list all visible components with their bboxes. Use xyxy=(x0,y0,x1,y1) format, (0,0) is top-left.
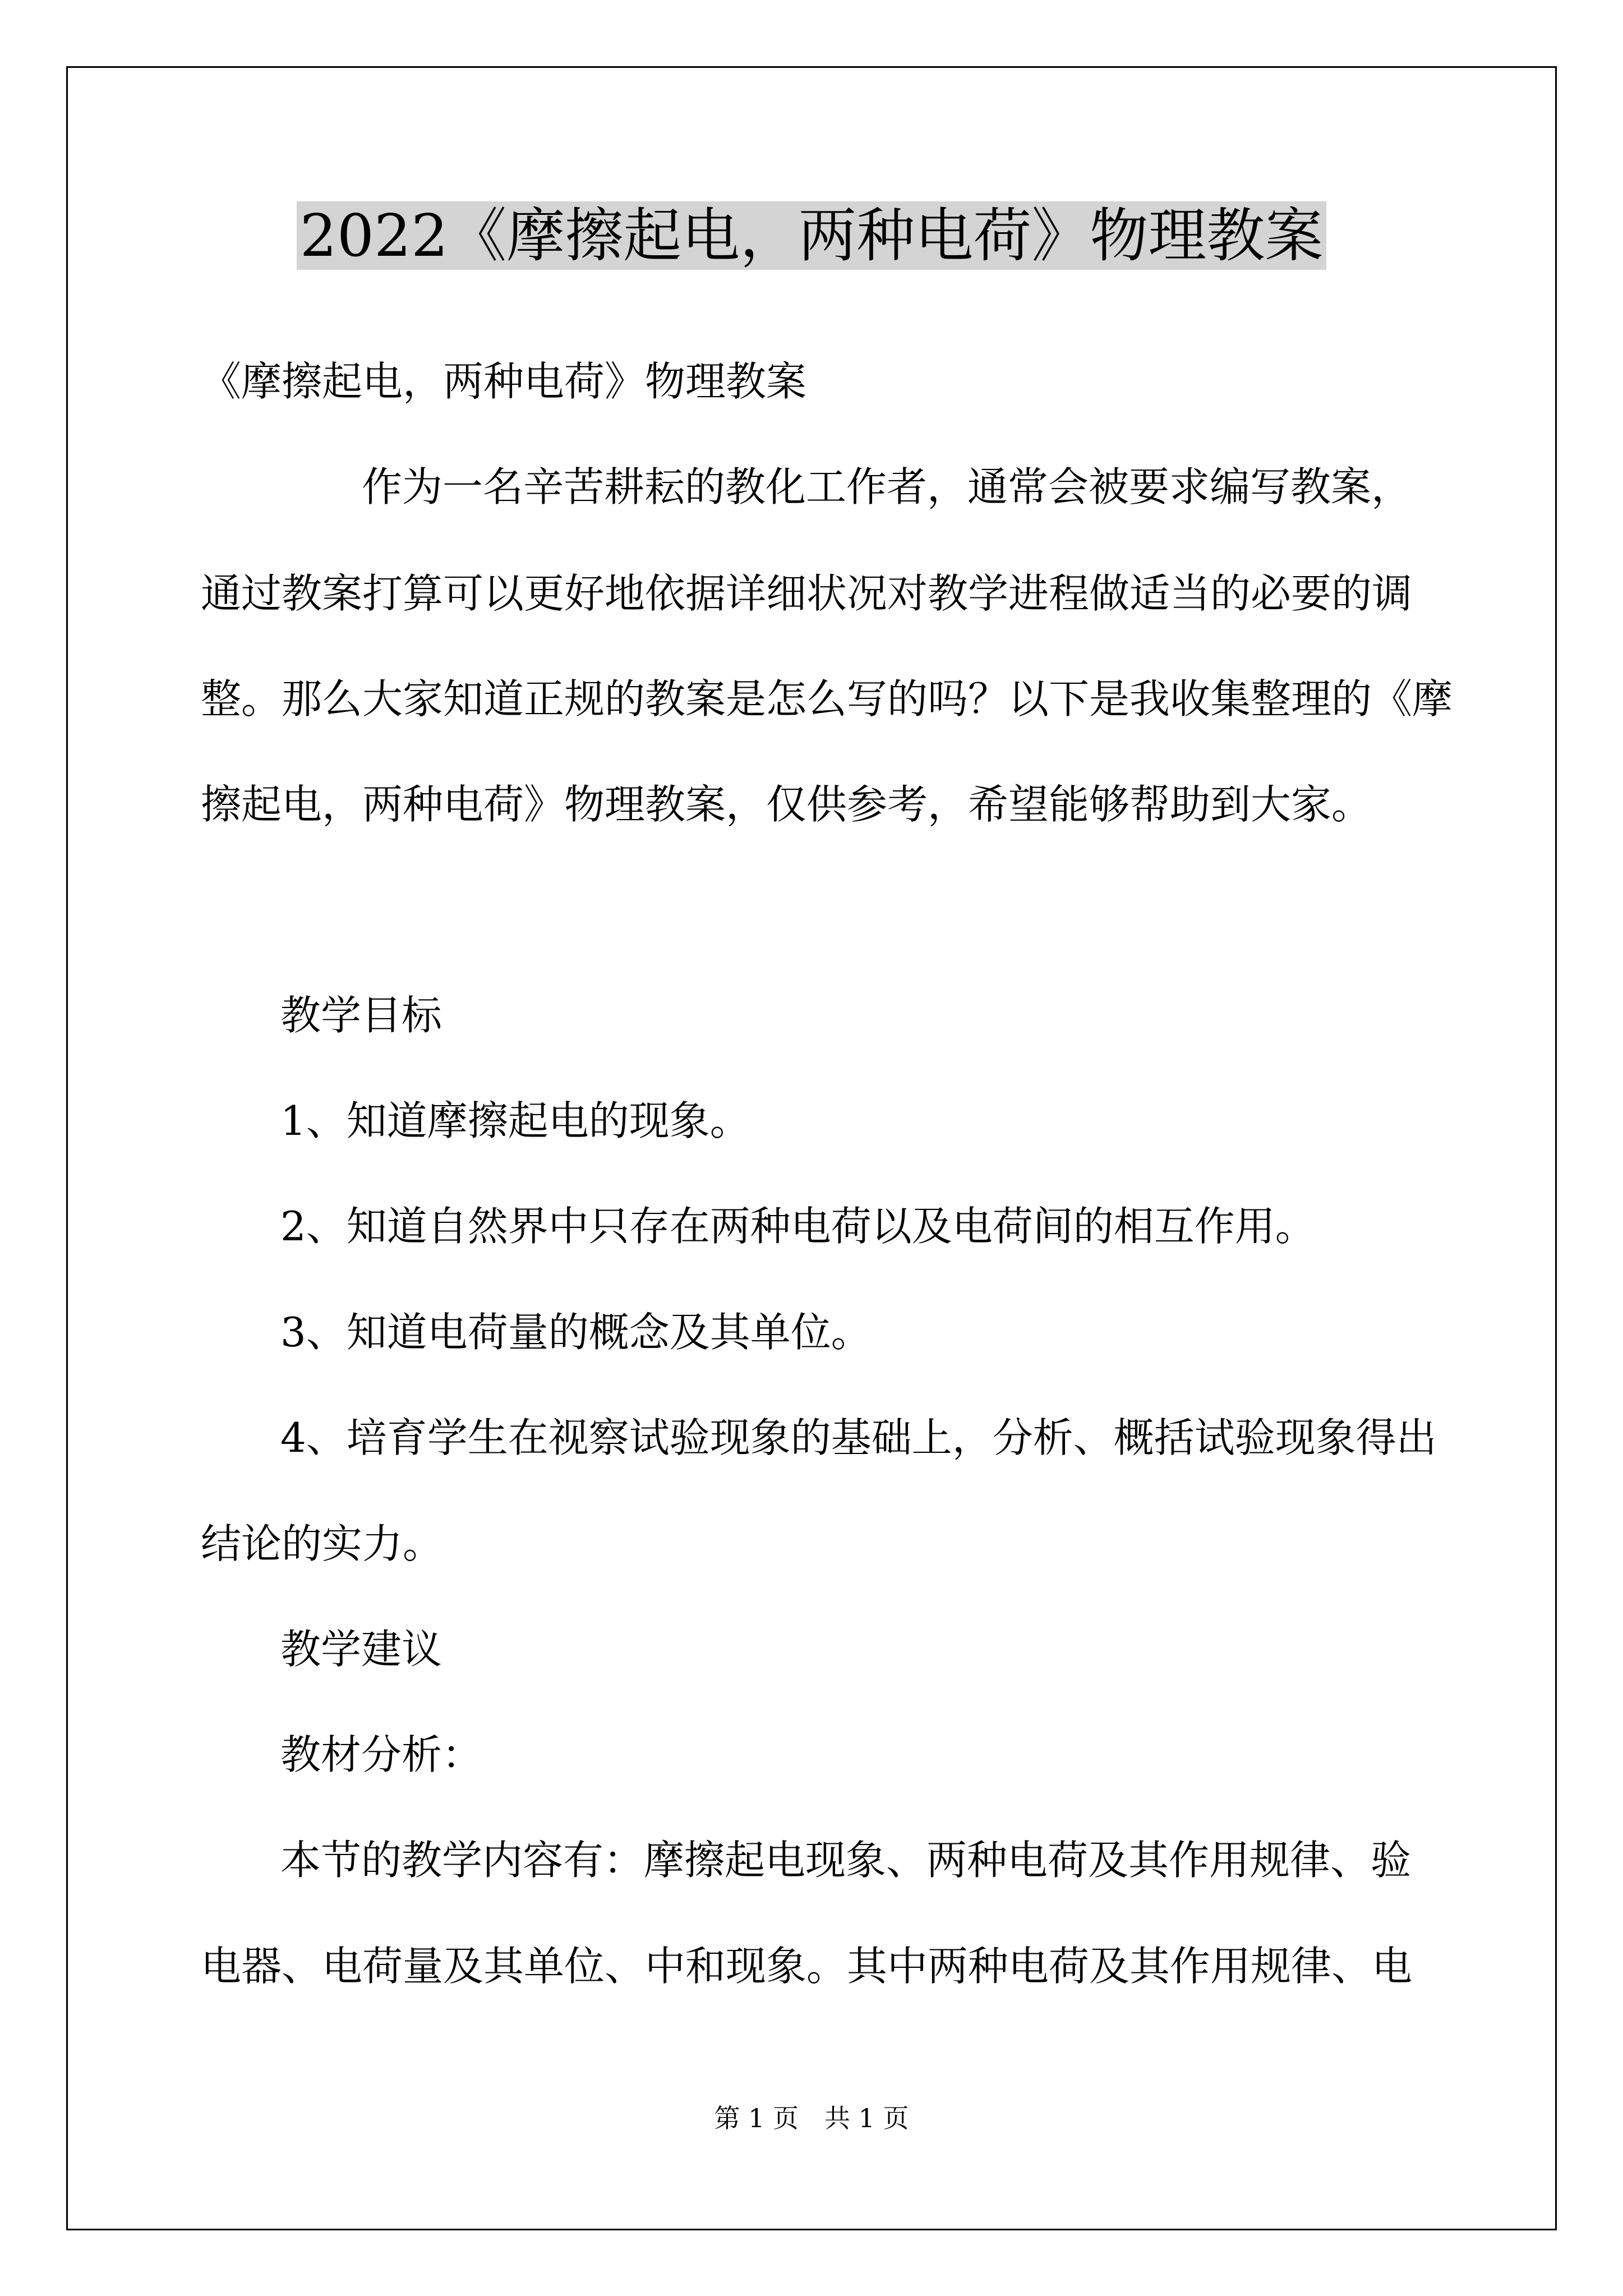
subtitle-line: 《摩擦起电，两种电荷》物理教案 xyxy=(201,358,807,405)
list-item-continuation: 结论的实力。 xyxy=(201,1520,444,1567)
paragraph-line: 电器、电荷量及其单位、中和现象。其中两种电荷及其作用规律、电 xyxy=(201,1943,1413,1990)
title-text: 2022《摩擦起电，两种电荷》物理教案 xyxy=(297,201,1327,270)
list-item: 2、知道自然界中只存在两种电荷以及电荷间的相互作用。 xyxy=(280,1203,1316,1250)
paragraph-line: 本节的教学内容有：摩擦起电现象、两种电荷及其作用规律、验 xyxy=(280,1837,1412,1884)
section-heading: 教学建议 xyxy=(280,1626,442,1673)
list-item: 1、知道摩擦起电的现象。 xyxy=(280,1097,750,1144)
document-title xyxy=(0,194,1623,278)
paragraph-line: 擦起电，两种电荷》物理教案，仅供参考，希望能够帮助到大家。 xyxy=(201,781,1372,828)
subsection-heading: 教材分析： xyxy=(280,1731,483,1778)
list-item: 3、知道电荷量的概念及其单位。 xyxy=(280,1309,872,1356)
section-heading: 教学目标 xyxy=(280,992,442,1039)
paragraph-line: 整。那么大家知道正规的教案是怎么写的吗？以下是我收集整理的《摩 xyxy=(201,675,1453,723)
list-item: 4、培育学生在视察试验现象的基础上，分析、概括试验现象得出 xyxy=(280,1414,1437,1461)
page-footer: 第 1 页 共 1 页 xyxy=(714,2103,909,2133)
paragraph-line: 通过教案打算可以更好地依据详细状况对教学进程做适当的必要的调 xyxy=(201,570,1413,617)
paragraph-line: 作为一名辛苦耕耘的教化工作者，通常会被要求编写教案， xyxy=(362,463,1412,510)
